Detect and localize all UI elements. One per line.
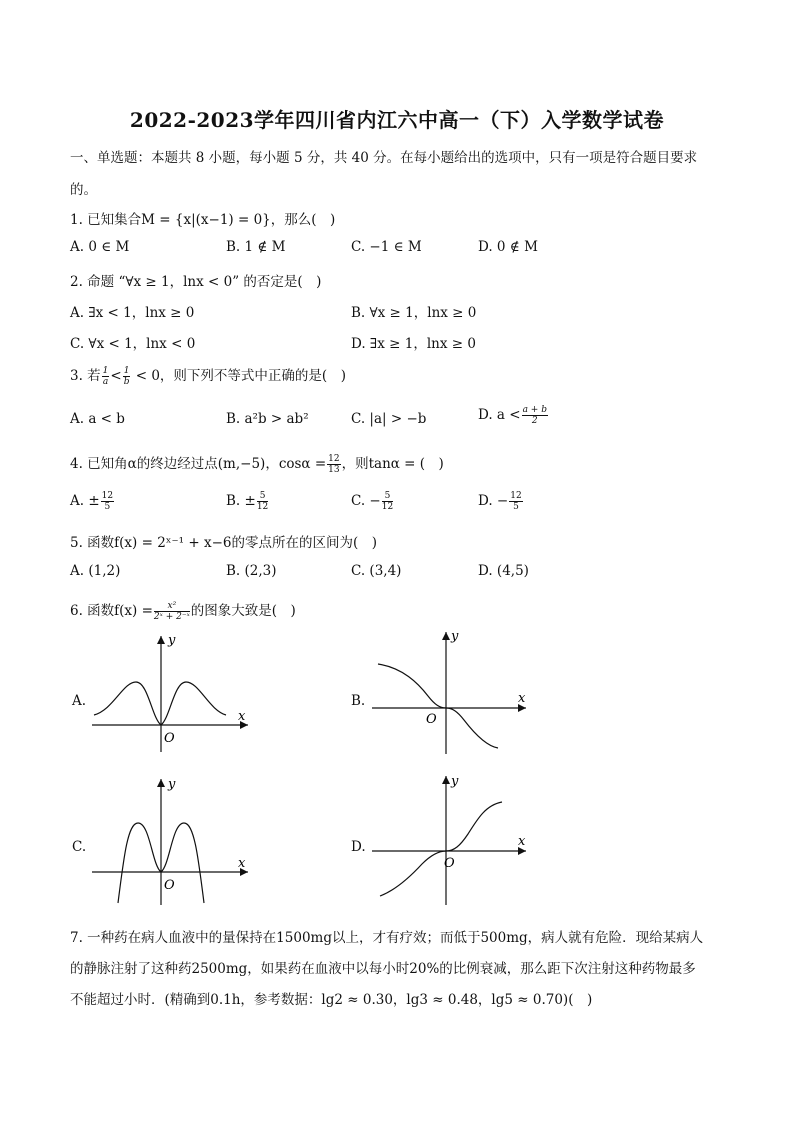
question-7-line1: 7. 一种药在病人血液中的量保持在1500mg以上，才有疗效；而低于500mg，病人就有危险．现给某病人 — [70, 930, 704, 946]
q3-option-d: D. a < $\frac{a + b}{2}$ — [478, 405, 547, 426]
graph-b — [368, 628, 533, 756]
q3-frac-a: $\frac{1}{a}$ — [102, 366, 109, 387]
page-title: 2022-2023学年四川省内江六中高一（下）入学数学试卷 — [129, 108, 665, 132]
origin-label: O — [426, 712, 437, 727]
q1-option-c: C. −1 ∈ M — [351, 239, 422, 255]
q3-stem-suffix: < 0，则下列不等式中正确的是( ) — [131, 368, 346, 384]
q5-option-c: C. (3,4) — [351, 563, 402, 579]
graph-c-label: C. — [72, 839, 87, 855]
x-label: x — [238, 856, 246, 871]
x-label: x — [518, 691, 526, 706]
origin-label: O — [444, 856, 455, 871]
x-label: x — [238, 709, 246, 724]
y-axis-arrow — [157, 636, 165, 644]
q4-cos-frac: $\frac{12}{13}$ — [328, 454, 340, 475]
question-4-stem: 4. 已知角α的终边经过点(m,−5)，cosα = $\frac{12}{13}$ ，则tanα = ( ) — [70, 454, 444, 475]
graph-a-label: A. — [72, 693, 87, 709]
y-label: y — [168, 777, 176, 792]
y-axis-arrow — [157, 779, 165, 787]
q6-frac: $\frac{\text{x²}}{\text{2ˣ + 2⁻ˣ}}$ — [153, 601, 190, 622]
q3-frac-b: $\frac{1}{b}$ — [123, 366, 130, 387]
q4-option-c: C. − $\frac{5}{12}$ — [351, 491, 394, 512]
curve — [94, 682, 226, 725]
q4-option-a: A. ± $\frac{12}{5}$ — [70, 491, 114, 512]
q4-option-b: B. ± $\frac{5}{12}$ — [226, 491, 269, 512]
q5-option-d: D. (4,5) — [478, 563, 529, 579]
q2-option-d: D. ∃x ≥ 1，lnx ≥ 0 — [351, 336, 476, 352]
q3-optd-frac: $\frac{a + b}{2}$ — [522, 405, 547, 426]
q1-option-a: A. 0 ∈ M — [70, 239, 130, 255]
q1-option-b: B. 1 ∉ M — [226, 239, 286, 255]
q3-option-a: A. a < b — [70, 411, 125, 427]
graph-b-label: B. — [351, 693, 366, 709]
y-axis-arrow — [442, 776, 450, 784]
q2-option-c: C. ∀x < 1，lnx < 0 — [70, 336, 196, 352]
graph-d — [368, 772, 533, 907]
y-label: y — [451, 774, 459, 789]
curve — [378, 664, 498, 748]
graph-a — [88, 630, 258, 755]
q3-option-b: B. a²b > ab² — [226, 411, 309, 427]
graph-c — [88, 775, 258, 907]
x-label: x — [518, 834, 526, 849]
question-7-line3: 不能超过小时．(精确到0.1h，参考数据：lg2 ≈ 0.30，lg3 ≈ 0.48，lg5 ≈ 0.70)( ) — [70, 992, 593, 1008]
q3-stem-prefix: 3. 若 — [70, 368, 101, 384]
curve — [380, 802, 502, 896]
q4-option-d: D. − $\frac{12}{5}$ — [478, 491, 522, 512]
origin-label: O — [164, 878, 175, 893]
q5-option-b: B. (2,3) — [226, 563, 277, 579]
q2-option-b: B. ∀x ≥ 1，lnx ≥ 0 — [351, 305, 477, 321]
y-label: y — [451, 629, 459, 644]
section-heading: 一、单选题：本题共 8 小题，每小题 5 分，共 40 分。在每小题给出的选项中，只有一项是符合题目要求 — [70, 150, 698, 166]
q5-option-a: A. (1,2) — [70, 563, 121, 579]
question-7-line2: 的静脉注射了这种药2500mg，如果药在血液中以每小时20%的比例衰减，那么距下次注射这种药物最多 — [70, 961, 696, 977]
question-5-stem: 5. 函数f(x) = 2ˣ⁻¹ + x−6的零点所在的区间为( ) — [70, 535, 377, 551]
q3-option-c: C. |a| > −b — [351, 411, 427, 427]
question-2-stem: 2. 命题 “∀x ≥ 1，lnx < 0” 的否定是( ) — [70, 274, 322, 290]
origin-label: O — [164, 731, 175, 746]
question-1-stem: 1. 已知集合M = {x|(x−1) = 0}，那么( ) — [70, 212, 336, 228]
question-6-stem: 6. 函数f(x) = $\frac{\text{x²}}{\text{2ˣ + 2⁻ˣ}}$ 的图象大致是( ) — [70, 601, 296, 622]
question-3-stem: 3. 若 $\frac{1}{a}$ < $\frac{1}{b}$ < 0，则下列不等式中正确的是( ) — [70, 366, 346, 387]
y-axis-arrow — [442, 632, 450, 640]
q1-option-d: D. 0 ∉ M — [478, 239, 538, 255]
q2-option-a: A. ∃x < 1，lnx ≥ 0 — [70, 305, 195, 321]
y-label: y — [168, 633, 176, 648]
section-heading-cont: 的。 — [70, 182, 97, 198]
graph-d-label: D. — [351, 839, 366, 855]
